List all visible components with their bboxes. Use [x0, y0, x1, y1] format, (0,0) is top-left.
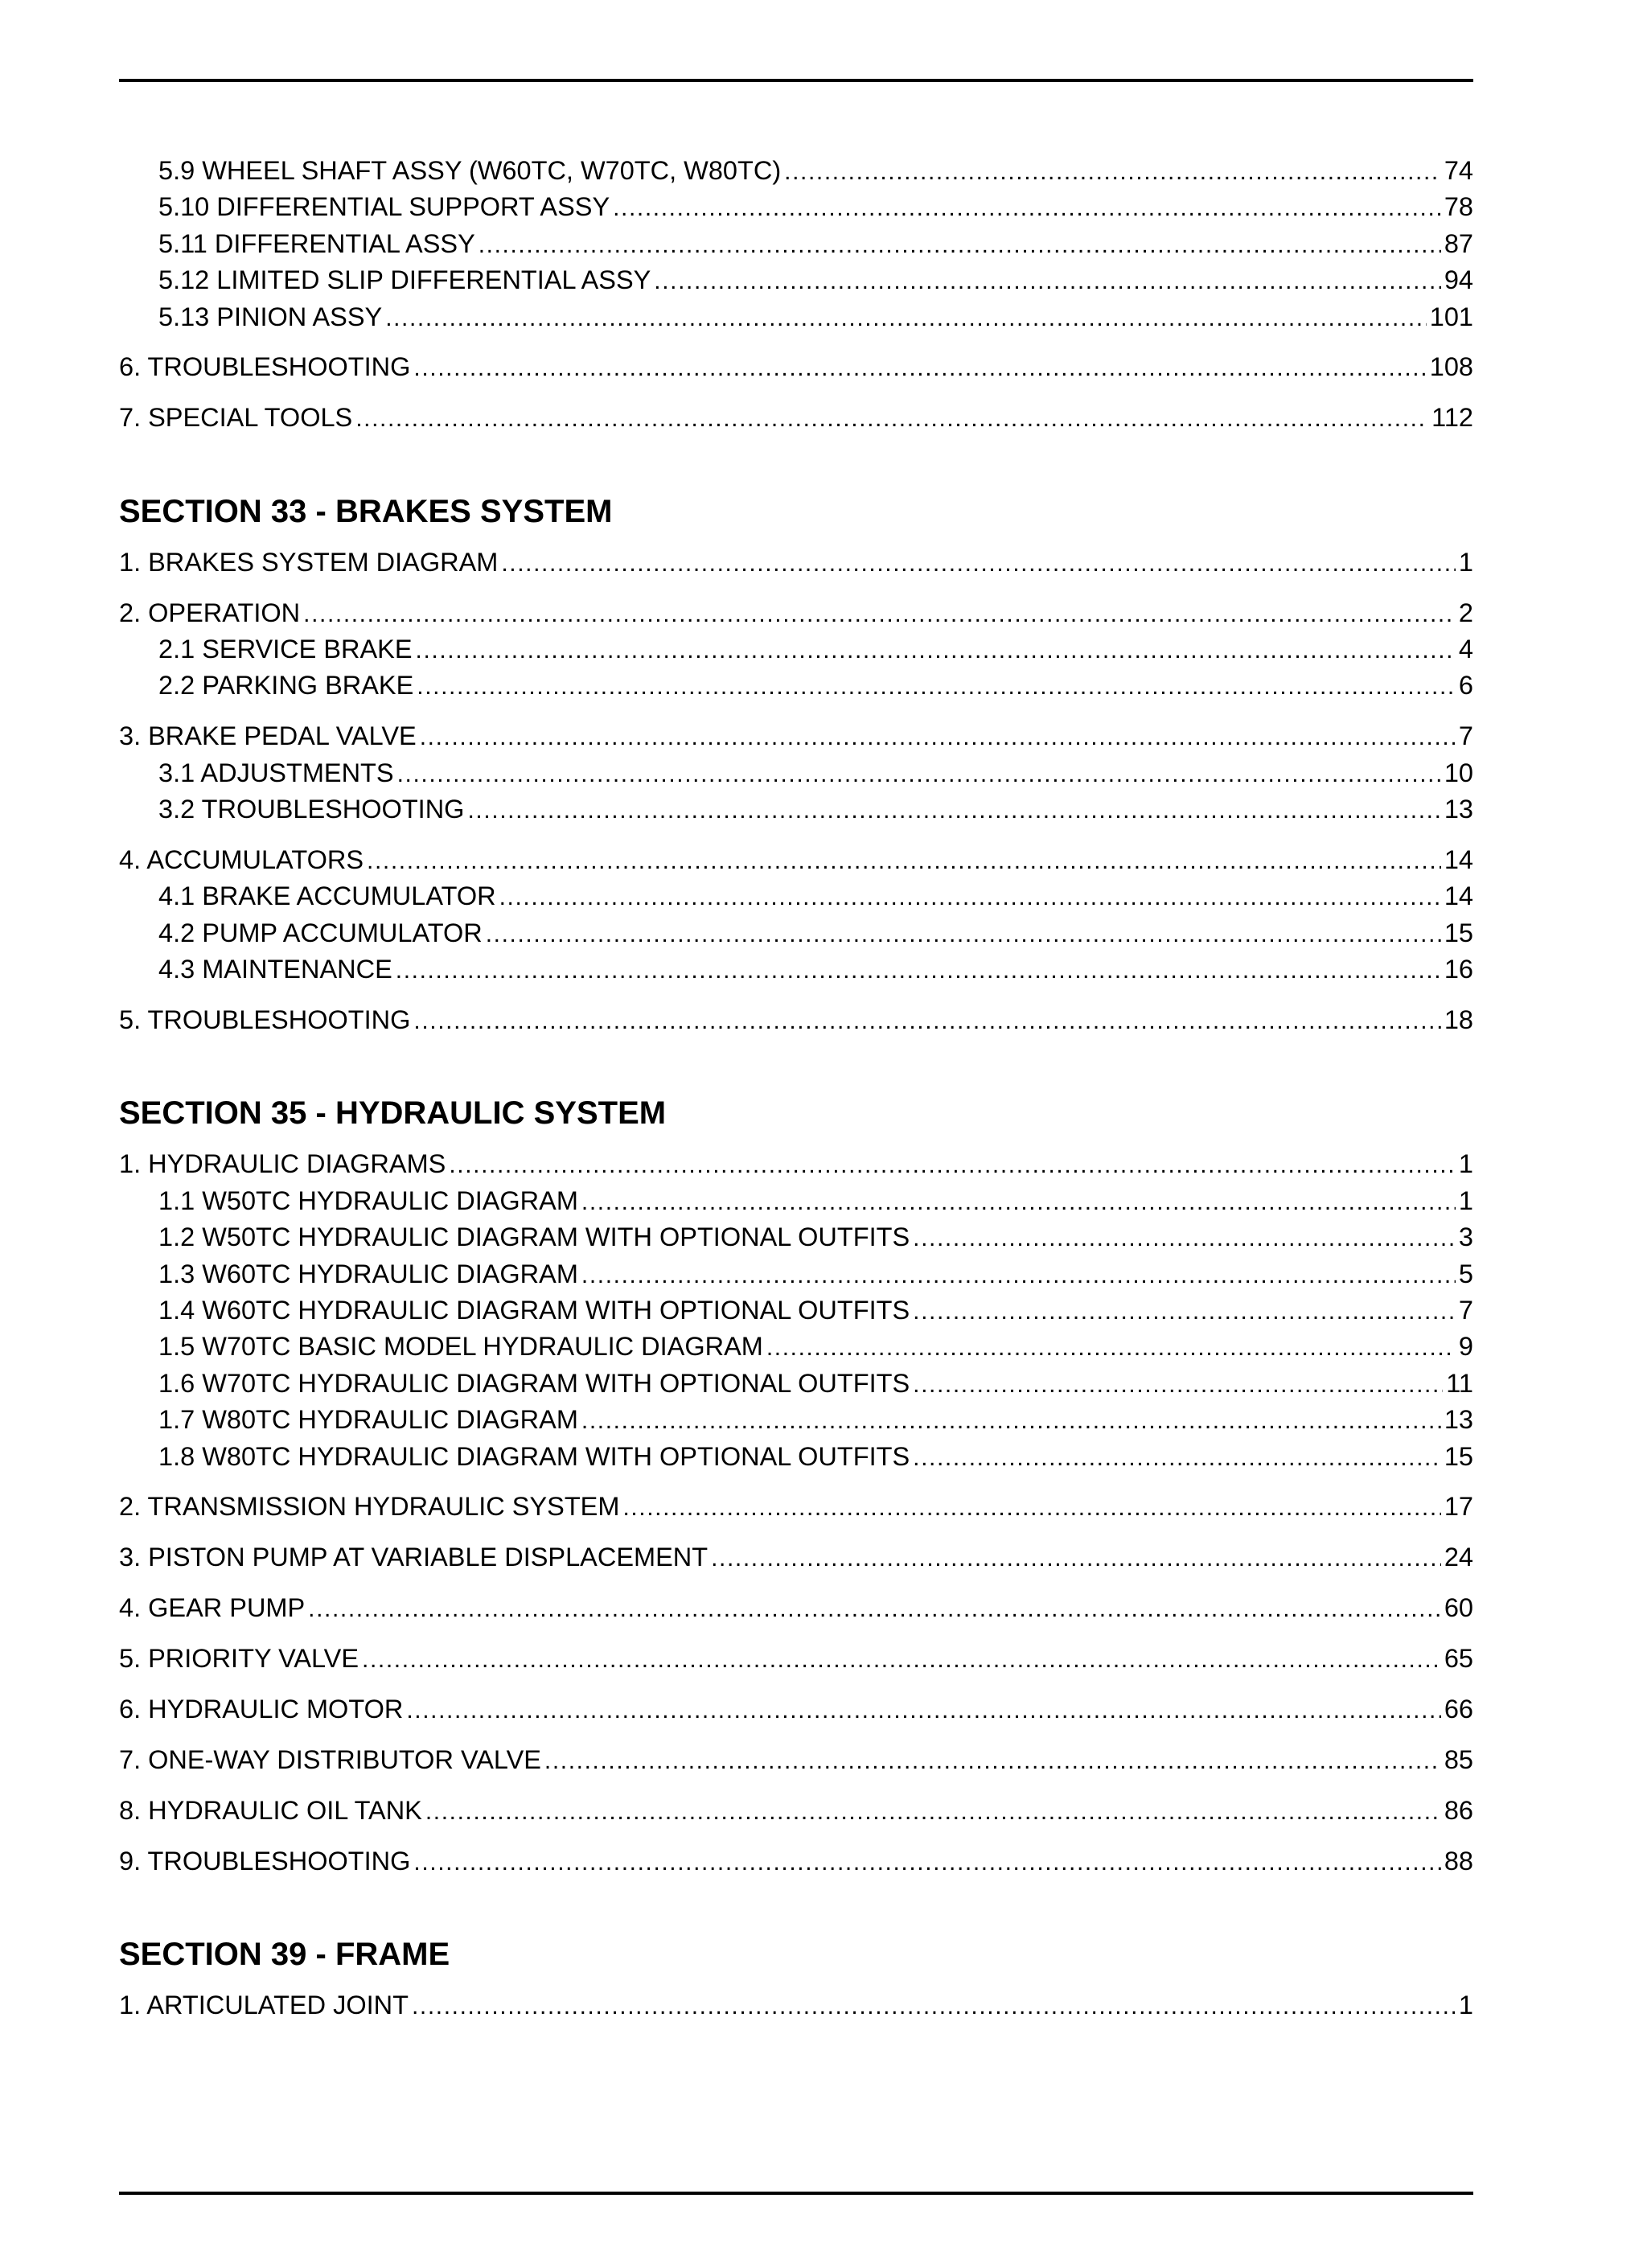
- dot-leader: [406, 1691, 1441, 1728]
- dot-leader: [417, 668, 1456, 704]
- toc-entry[interactable]: [119, 595, 1473, 631]
- dot-leader: [913, 1292, 1456, 1329]
- toc-entry[interactable]: [119, 1843, 1473, 1880]
- toc-entry-title: 5.13 PINION ASSY: [158, 302, 383, 331]
- dot-leader: [622, 1489, 1440, 1525]
- toc-page-number: 66: [1444, 1695, 1473, 1724]
- toc-entry[interactable]: [119, 1002, 1473, 1038]
- toc-entry-title: 6. HYDRAULIC MOTOR: [119, 1695, 404, 1724]
- toc-entry-title: 7. SPECIAL TOOLS: [119, 403, 353, 433]
- entry-spacer: [119, 1829, 1473, 1843]
- entry-spacer: [119, 581, 1473, 595]
- toc-subentry[interactable]: [119, 668, 1473, 704]
- section-spacer: [119, 437, 1473, 491]
- toc-subentry[interactable]: [119, 1183, 1473, 1219]
- toc-subentry[interactable]: [119, 1292, 1473, 1329]
- dot-leader: [478, 226, 1441, 262]
- toc-entry-title: 5.9 WHEEL SHAFT ASSY (W60TC, W70TC, W80TC): [158, 156, 782, 185]
- dot-leader: [396, 951, 1441, 988]
- dot-leader: [412, 1987, 1456, 2024]
- toc-entry-title: 4.3 MAINTENANCE: [158, 955, 392, 984]
- dot-leader: [413, 1843, 1440, 1880]
- toc-page-number: 15: [1444, 918, 1473, 947]
- dot-leader: [913, 1366, 1443, 1402]
- dot-leader: [308, 1590, 1441, 1626]
- toc-entry-title: 1.7 W80TC HYDRAULIC DIAGRAM: [158, 1405, 578, 1435]
- toc-page-number: 1: [1458, 547, 1473, 577]
- toc-entry-title: 2. OPERATION: [119, 598, 301, 627]
- dot-leader: [784, 153, 1441, 189]
- toc-page-number: 14: [1444, 881, 1473, 911]
- dot-leader: [413, 1002, 1440, 1038]
- section-heading: SECTION 35 - HYDRAULIC SYSTEM: [119, 1095, 667, 1132]
- toc-entry-title: 3. PISTON PUMP AT VARIABLE DISPLACEMENT: [119, 1543, 708, 1572]
- dot-leader: [581, 1256, 1456, 1292]
- toc-entry-title: 1.4 W60TC HYDRAULIC DIAGRAM WITH OPTIONAL OUTFITS: [158, 1295, 910, 1325]
- entry-spacer: [119, 1778, 1473, 1793]
- toc-page-number: 13: [1444, 1405, 1473, 1435]
- toc-page-number: 78: [1444, 192, 1473, 222]
- section-spacer: [119, 1880, 1473, 1934]
- entry-spacer: [119, 1627, 1473, 1641]
- toc-page-number: 112: [1431, 403, 1473, 433]
- toc-page-number: 65: [1444, 1644, 1473, 1674]
- toc-entry-title: 6. TROUBLESHOOTING: [119, 352, 411, 382]
- toc-page-number: 7: [1458, 1295, 1473, 1325]
- toc-page-number: 1: [1458, 1149, 1473, 1179]
- toc-page-number: 18: [1444, 1005, 1473, 1035]
- toc-page-number: 60: [1444, 1593, 1473, 1623]
- toc-entry-title: 3. BRAKE PEDAL VALVE: [119, 721, 417, 751]
- dot-leader: [303, 595, 1456, 631]
- dot-leader: [397, 755, 1441, 791]
- toc-page-number: 16: [1444, 955, 1473, 984]
- toc-page-number: 10: [1444, 758, 1473, 787]
- toc-page-number: 4: [1458, 635, 1473, 664]
- dot-leader: [613, 189, 1441, 225]
- toc-subentry[interactable]: [119, 1219, 1473, 1255]
- toc-page-number: 87: [1444, 228, 1473, 258]
- section-heading: SECTION 39 - FRAME: [119, 1937, 450, 1973]
- entry-spacer: [119, 1678, 1473, 1692]
- toc-subentry[interactable]: [119, 1439, 1473, 1475]
- toc-page-number: 88: [1444, 1846, 1473, 1876]
- toc-entry-title: 5.10 DIFFERENTIAL SUPPORT ASSY: [158, 192, 610, 222]
- dot-leader: [420, 718, 1456, 754]
- toc-subentry[interactable]: [119, 226, 1473, 262]
- toc-subentry[interactable]: [119, 631, 1473, 668]
- dot-leader: [581, 1402, 1441, 1438]
- dot-leader: [581, 1183, 1456, 1219]
- entry-spacer: [119, 1728, 1473, 1742]
- dot-leader: [362, 1641, 1441, 1677]
- toc-page-number: 94: [1444, 265, 1473, 295]
- toc-subentry[interactable]: [119, 262, 1473, 298]
- dot-leader: [355, 400, 1428, 436]
- toc-page-number: 15: [1444, 1441, 1473, 1471]
- toc-entry[interactable]: [119, 349, 1473, 385]
- toc-entry-title: 1.6 W70TC HYDRAULIC DIAGRAM WITH OPTIONAL OUTFITS: [158, 1368, 910, 1398]
- toc-page-number: 13: [1444, 795, 1473, 824]
- toc-entry-title: 1.5 W70TC BASIC MODEL HYDRAULIC DIAGRAM: [158, 1332, 763, 1362]
- toc-entry[interactable]: [119, 1987, 1473, 2024]
- toc-subentry[interactable]: [119, 1256, 1473, 1292]
- toc-entry[interactable]: [119, 1146, 1473, 1182]
- toc-entry-title: 9. TROUBLESHOOTING: [119, 1846, 411, 1876]
- section-spacer: [119, 1038, 1473, 1093]
- toc-entry-title: 5.12 LIMITED SLIP DIFFERENTIAL ASSY: [158, 265, 651, 295]
- dot-leader: [486, 915, 1441, 951]
- dot-leader: [501, 544, 1456, 581]
- toc-entry-title: 4. ACCUMULATORS: [119, 844, 364, 874]
- dot-leader: [449, 1146, 1456, 1182]
- heading-spacer: [119, 1974, 1473, 1987]
- toc-entry-title: 5.11 DIFFERENTIAL ASSY: [158, 228, 475, 258]
- toc-entry-title: 4.1 BRAKE ACCUMULATOR: [158, 881, 496, 911]
- section-heading: SECTION 33 - BRAKES SYSTEM: [119, 493, 613, 529]
- toc-entry[interactable]: [119, 842, 1473, 878]
- toc-subentry[interactable]: [119, 189, 1473, 225]
- toc-entry-title: 1. ARTICULATED JOINT: [119, 1991, 409, 2020]
- dot-leader: [654, 262, 1441, 298]
- entry-spacer: [119, 335, 1473, 350]
- entry-spacer: [119, 1526, 1473, 1540]
- toc-entry[interactable]: [119, 1691, 1473, 1728]
- toc-entry-title: 1.3 W60TC HYDRAULIC DIAGRAM: [158, 1259, 578, 1288]
- toc-page-number: 24: [1444, 1543, 1473, 1572]
- toc-entry-title: 2.1 SERVICE BRAKE: [158, 635, 413, 664]
- table-of-contents: [119, 153, 1473, 2024]
- dot-leader: [416, 631, 1456, 668]
- toc-subentry[interactable]: [119, 1329, 1473, 1365]
- toc-page-number: 1: [1458, 1185, 1473, 1215]
- dot-leader: [544, 1742, 1441, 1778]
- toc-entry[interactable]: [119, 1793, 1473, 1829]
- toc-subentry[interactable]: [119, 878, 1473, 914]
- toc-entry-title: 5. TROUBLESHOOTING: [119, 1005, 411, 1035]
- toc-subentry[interactable]: [119, 1402, 1473, 1438]
- dot-leader: [425, 1793, 1441, 1829]
- entry-spacer: [119, 828, 1473, 842]
- toc-entry-title: 3.1 ADJUSTMENTS: [158, 758, 394, 787]
- dot-leader: [913, 1219, 1456, 1255]
- bottom-rule: [119, 2192, 1473, 2195]
- dot-leader: [467, 791, 1440, 828]
- dot-leader: [711, 1539, 1441, 1576]
- toc-entry-title: 2. TRANSMISSION HYDRAULIC SYSTEM: [119, 1492, 620, 1522]
- toc-subentry[interactable]: [119, 1366, 1473, 1402]
- toc-page-number: 5: [1458, 1259, 1473, 1288]
- toc-page-number: 14: [1444, 844, 1473, 874]
- toc-entry-title: 1.8 W80TC HYDRAULIC DIAGRAM WITH OPTIONAL OUTFITS: [158, 1441, 910, 1471]
- toc-page-number: 1: [1458, 1991, 1473, 2020]
- dot-leader: [913, 1439, 1441, 1475]
- dot-leader: [367, 842, 1441, 878]
- toc-page-number: 6: [1458, 671, 1473, 701]
- top-rule: [119, 79, 1473, 82]
- toc-page-number: 17: [1444, 1492, 1473, 1522]
- toc-subentry[interactable]: [119, 755, 1473, 791]
- entry-spacer: [119, 1576, 1473, 1591]
- toc-entry[interactable]: [119, 1742, 1473, 1778]
- toc-subentry[interactable]: [119, 299, 1473, 335]
- toc-entry[interactable]: [119, 1489, 1473, 1525]
- toc-subentry[interactable]: [119, 791, 1473, 828]
- toc-page-number: 3: [1458, 1222, 1473, 1252]
- toc-page-number: 86: [1444, 1795, 1473, 1825]
- toc-entry[interactable]: [119, 1641, 1473, 1677]
- toc-subentry[interactable]: [119, 915, 1473, 951]
- toc-page-number: 101: [1429, 302, 1473, 331]
- toc-entry-title: 4.2 PUMP ACCUMULATOR: [158, 918, 483, 947]
- toc-page-number: 74: [1444, 156, 1473, 185]
- toc-entry[interactable]: [119, 1590, 1473, 1626]
- toc-page-number: 2: [1458, 598, 1473, 627]
- toc-entry-title: 4. GEAR PUMP: [119, 1593, 306, 1623]
- entry-spacer: [119, 1475, 1473, 1489]
- toc-entry-title: 5. PRIORITY VALVE: [119, 1644, 359, 1674]
- dot-leader: [766, 1329, 1456, 1365]
- toc-entry[interactable]: [119, 1539, 1473, 1576]
- toc-page-number: 7: [1458, 721, 1473, 751]
- toc-page-number: 108: [1429, 352, 1473, 382]
- toc-entry-title: 1. BRAKES SYSTEM DIAGRAM: [119, 547, 499, 577]
- heading-spacer: [119, 532, 1473, 544]
- entry-spacer: [119, 988, 1473, 1003]
- heading-spacer: [119, 1133, 1473, 1146]
- dot-leader: [385, 299, 1427, 335]
- toc-entry-title: 1. HYDRAULIC DIAGRAMS: [119, 1149, 446, 1179]
- dot-leader: [413, 349, 1426, 385]
- toc-entry[interactable]: [119, 718, 1473, 754]
- entry-spacer: [119, 705, 1473, 719]
- toc-entry-title: 1.1 W50TC HYDRAULIC DIAGRAM: [158, 1185, 578, 1215]
- toc-entry-title: 7. ONE-WAY DISTRIBUTOR VALVE: [119, 1744, 541, 1774]
- toc-entry[interactable]: [119, 544, 1473, 581]
- toc-entry-title: 3.2 TROUBLESHOOTING: [158, 795, 465, 824]
- toc-entry-title: 2.2 PARKING BRAKE: [158, 671, 414, 701]
- toc-entry-title: 8. HYDRAULIC OIL TANK: [119, 1795, 422, 1825]
- toc-subentry[interactable]: [119, 153, 1473, 189]
- toc-entry[interactable]: [119, 400, 1473, 436]
- entry-spacer: [119, 386, 1473, 401]
- toc-page-number: 85: [1444, 1744, 1473, 1774]
- dot-leader: [499, 878, 1441, 914]
- toc-page-number: 11: [1446, 1368, 1473, 1398]
- toc-subentry[interactable]: [119, 951, 1473, 988]
- toc-entry-title: 1.2 W50TC HYDRAULIC DIAGRAM WITH OPTIONAL OUTFITS: [158, 1222, 910, 1252]
- toc-page-number: 9: [1458, 1332, 1473, 1362]
